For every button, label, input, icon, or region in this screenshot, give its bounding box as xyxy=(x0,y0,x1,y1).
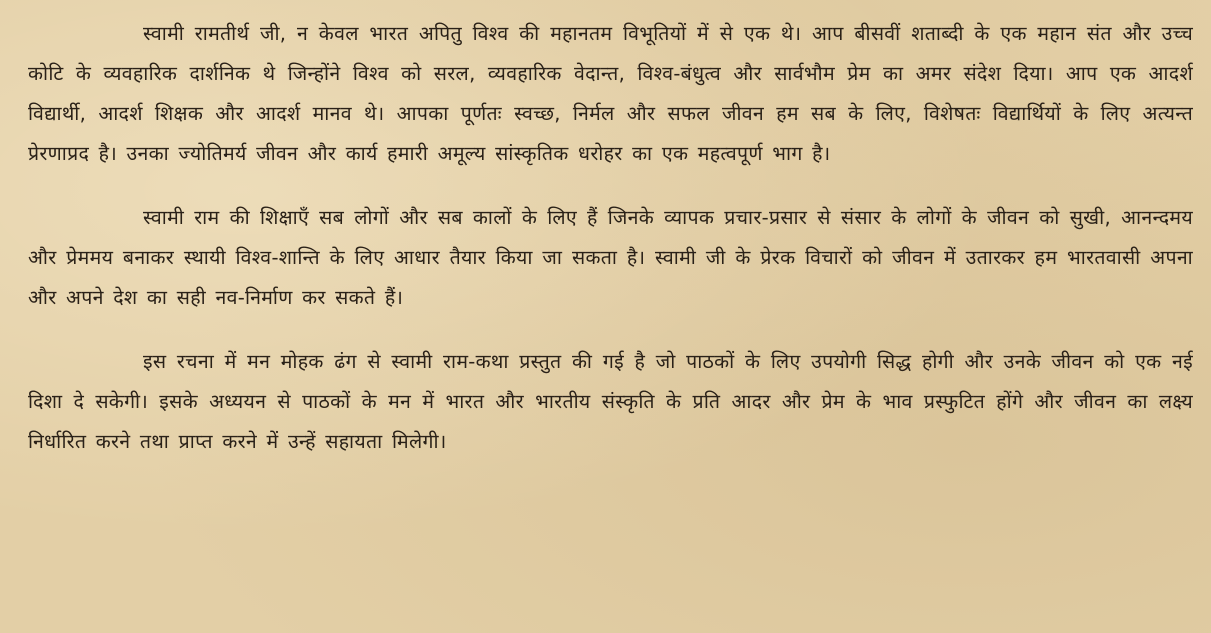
paragraph-swami-ram-teachings: स्वामी राम की शिक्षाएँ सब लोगों और सब कालों के लिए हैं जिनके व्यापक प्रचार-प्रसार से संसार के लोगों के जीवन को सुखी, आनन्दमय और प्रेममय बनाकर स्थायी विश्व-शान्ति के लिए आधार तैयार किया जा सकता है। स्वामी जी के प्रेरक विचारों को जीवन में उतारकर हम भारतवासी अपना और अपने देश का सही नव-निर्माण कर सकते हैं। xyxy=(28,206,1193,309)
paragraph-swami-ramtirth-intro: स्वामी रामतीर्थ जी, न केवल भारत अपितु विश्व की महानतम विभूतियों में से एक थे। आप बीसवीं शताब्दी के एक महान संत और उच्च कोटि के व्यवहारिक दार्शनिक थे जिन्होंने विश्व को सरल, व्यवहारिक वेदान्त, विश्व-बंधुत्व और सार्वभौम प्रेम का अमर संदेश दिया। आप एक आदर्श विद्यार्थी, आदर्श शिक्षक और आदर्श मानव थे। आपका पूर्णतः स्वच्छ, निर्मल और सफल जीवन हम सब के लिए, विशेषतः विद्यार्थियों के लिए अत्यन्त प्रेरणाप्रद है। उनका ज्योतिमर्य जीवन और कार्य हमारी अमूल्य सांस्कृतिक धरोहर का एक महत्वपूर्ण भाग है। xyxy=(28,22,1193,165)
paragraph-about-this-work: इस रचना में मन मोहक ढंग से स्वामी राम-कथा प्रस्तुत की गई है जो पाठकों के लिए उपयोगी सिद्ध होगी और उनके जीवन को एक नई दिशा दे सकेगी। इसके अध्ययन से पाठकों के मन में भारत और भारतीय संस्कृति के प्रति आदर और प्रेम के भाव प्रस्फुटित होंगे और जीवन का लक्ष्य निर्धारित करने तथा प्राप्त करने में उन्हें सहायता मिलेगी। xyxy=(28,350,1193,453)
